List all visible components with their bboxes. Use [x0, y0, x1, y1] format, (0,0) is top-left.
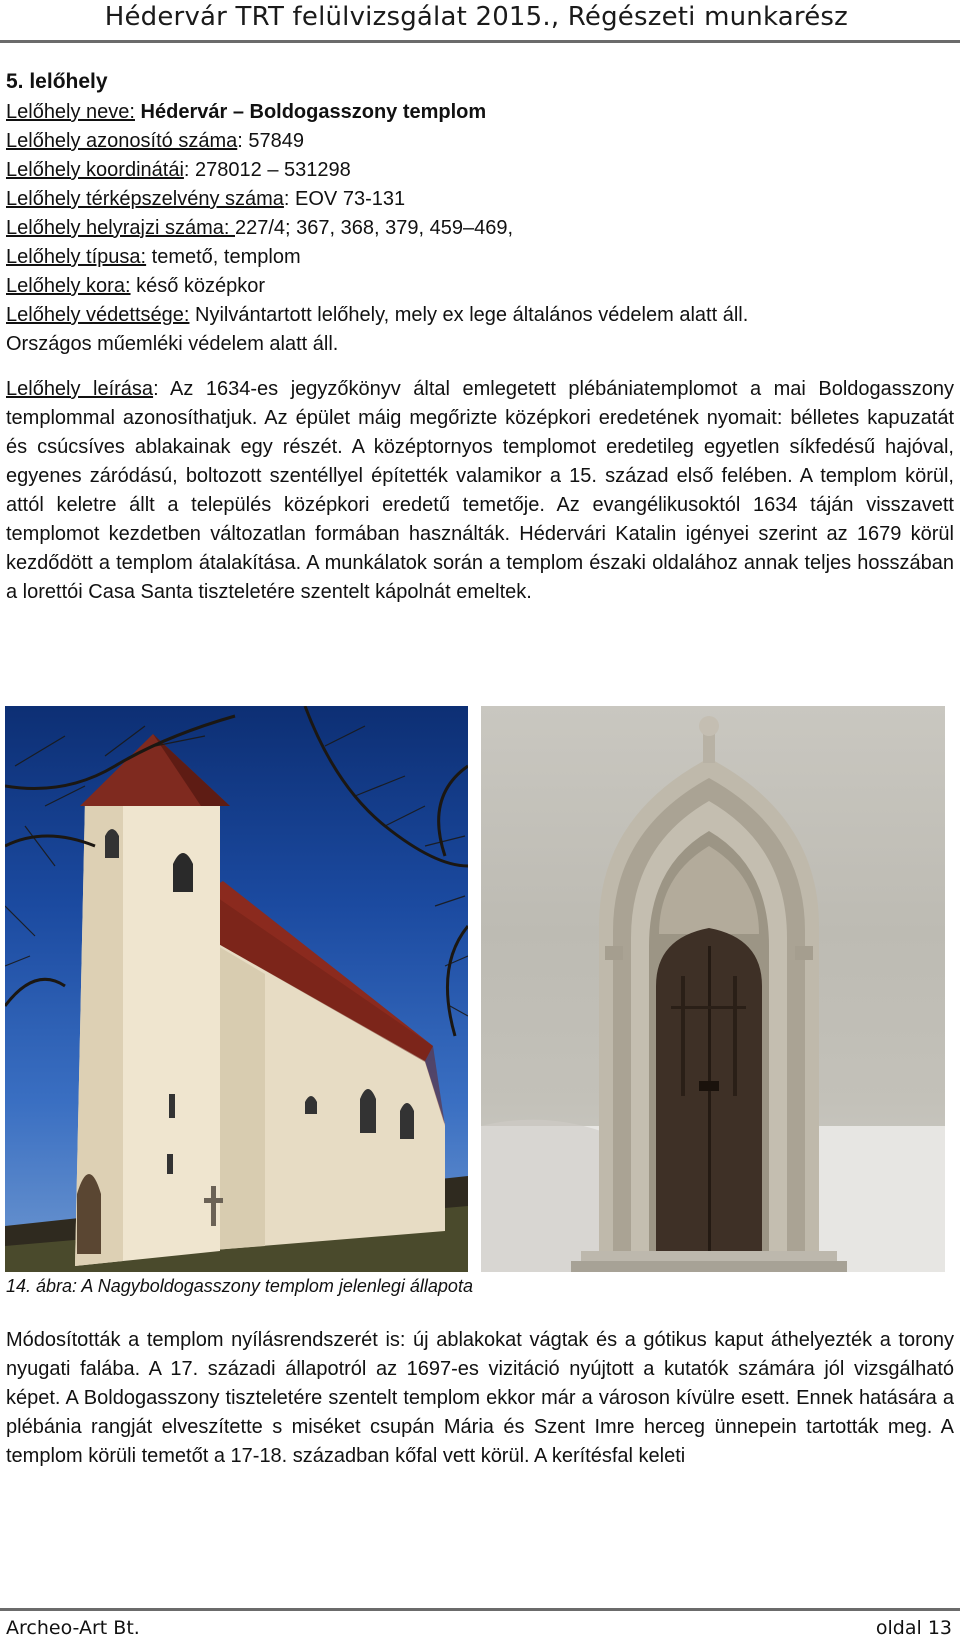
header-title: Hédervár TRT felülvizsgálat 2015., Régészeti munkarész: [104, 2, 848, 32]
info-coordinates: [6, 156, 954, 185]
info-value: késő középkor: [130, 275, 266, 297]
info-protection: [6, 301, 954, 330]
info-value: Hédervár – Boldogasszony templom: [134, 101, 487, 123]
info-label: Lelőhely koordinátái: [6, 159, 184, 181]
info-protection-national: [6, 330, 954, 359]
info-label: Lelőhely védettsége:: [6, 304, 190, 326]
info-label: Lelőhely helyrajzi száma:: [6, 217, 235, 239]
description-text: : Az 1634-es jegyzőkönyv által emlegetett plébániatemplomot a mai Boldogasszony templommal azonosíthatjuk. Az épület máig megőrizte középkori eredetének nyomait: bélletes kapuzatát és csúcsíves ablakainak egy részét. A középtornyos templomot eredetileg egyetlen síkfedésű hajóval, egyenes záródású, boltozott szentéllyel építették valamikor a 15. század első felében. A templom körül, attól keletre állt a település középkori eredetű temetője. Az evangélikusoktól 1634 táján visszavett templomot kezdetben változatlan formában használták. Hédervári Katalin igényei szerint az 1679 körül kezdődött a templom átalakítása. A munkálatok során a templom északi oldalához annak teljes hosszában a lorettói Casa Santa tiszteletére szentelt kápolnát emeltek.: [6, 378, 954, 603]
info-parcel-number: [6, 214, 954, 243]
church-exterior-photo: [5, 706, 468, 1272]
figure-caption: 14. ábra: A Nagyboldogasszony templom jelenlegi állapota: [6, 1276, 473, 1296]
page-footer: [0, 1608, 960, 1640]
info-site-name: [6, 98, 954, 127]
info-label: Lelőhely kora:: [6, 275, 131, 297]
info-value: : 57849: [237, 130, 304, 152]
info-value: temető, templom: [146, 246, 301, 268]
section-number: 5. lelőhely: [6, 70, 108, 93]
footer-company: Archeo-Art Bt.: [6, 1617, 140, 1639]
header-rule: [0, 40, 960, 43]
gothic-portal-photo: [481, 706, 945, 1272]
info-map-sheet: [6, 185, 954, 214]
description-label: Lelőhely leírása: [6, 378, 154, 400]
site-description: [6, 375, 954, 607]
info-value: Nyilvántartott lelőhely, mely ex lege általános védelem alatt áll.: [189, 304, 749, 326]
page-header: [0, 0, 960, 44]
figure-photos: [5, 706, 945, 1272]
main-content: [6, 66, 954, 607]
info-label: Lelőhely térképszelvény száma: [6, 188, 284, 210]
info-site-age: [6, 272, 954, 301]
info-label: Lelőhely azonosító száma: [6, 130, 238, 152]
info-value: : EOV 73-131: [283, 188, 406, 210]
info-value: 227/4; 367, 368, 379, 459–469,: [235, 217, 514, 239]
footer-rule: [0, 1608, 960, 1611]
footer-page-number: oldal 13: [875, 1617, 952, 1639]
info-value: Országos műemléki védelem alatt áll.: [6, 333, 339, 355]
info-label: Lelőhely neve:: [6, 101, 135, 123]
info-value: : 278012 – 531298: [183, 159, 351, 181]
info-label: Lelőhely típusa:: [6, 246, 147, 268]
body-paragraph: Módosították a templom nyílásrendszerét is: új ablakokat vágtak és a gótikus kaput áthelyezték a torony nyugati falába. A 17. századi állapotról az 1697-es vizitáció nyújtott a kutatók számára jól vizsgálható képet. A Boldogasszony tiszteletére szentelt templom ekkor már a városon kívülre esett. Ennek hatására a plébánia rangját elveszítette s miséket csupán Mária és Szent Imre herceg ünnepein tartották meg. A templom körüli temetőt a 17-18. században kőfal vett körül. A kerítésfal keleti: [6, 1329, 954, 1467]
info-site-id: [6, 127, 954, 156]
info-site-type: [6, 243, 954, 272]
